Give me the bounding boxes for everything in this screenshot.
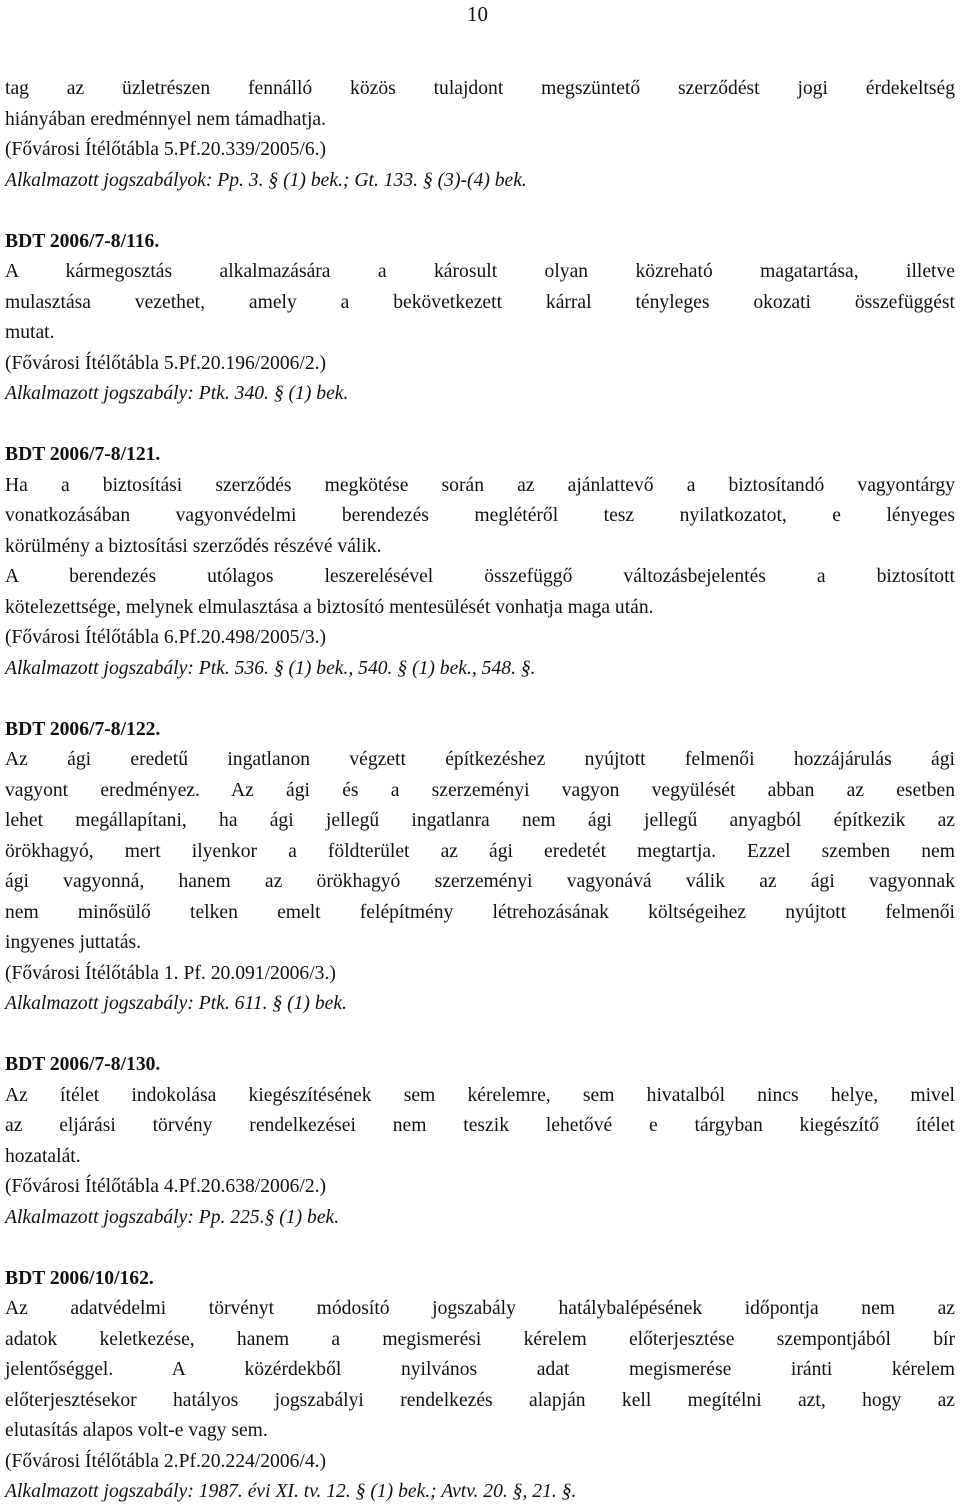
text-line: tag az üzletrészen fennálló közös tulajdont megszüntető szerződést jogi érdekeltség (5, 78, 955, 99)
text-line: örökhagyó, mert ilyenkor a földterület az ági eredetét megtartja. Ezzel szemben nem (5, 840, 955, 862)
text-line: lehet megállapítani, ha ági jellegű ingatlanra nem ági jellegű anyagból építkezik az (5, 810, 955, 831)
text-line: Az adatvédelmi törvényt módosító jogszabály hatálybalépésének időpontja nem az (5, 1298, 955, 1319)
court-citation: (Fővárosi Ítélőtábla 6.Pf.20.498/2005/3.) (5, 627, 327, 648)
applied-law-line: Alkalmazott jogszabály: Ptk. 536. § (1) bek., 540. § (1) bek., 548. §. (5, 657, 536, 679)
text-line: nem minősülő telken emelt felépítmény létrehozásának költségeihez nyújtott felmenői (5, 901, 955, 923)
text-line: ingyenes juttatás. (5, 932, 142, 953)
ruling-entry (5, 715, 955, 1020)
text-line: A berendezés utólagos leszerelésével összefüggő változásbejelentés a biztosított (5, 566, 955, 587)
court-citation: (Fővárosi Ítélőtábla 4.Pf.20.638/2006/2.) (5, 1176, 327, 1197)
text-line: ági vagyonná, hanem az örökhagyó szerzeményi vagyonává válik az ági vagyonnak (5, 871, 955, 892)
text-line: hozatalát. (5, 1145, 81, 1167)
text-line: Az ági eredetű ingatlanon végzett építkezéshez nyújtott felmenői hozzájárulás ági (5, 749, 955, 770)
court-citation: (Fővárosi Ítélőtábla 5.Pf.20.339/2005/6.) (5, 139, 327, 160)
text-line: kötelezettsége, melynek elmulasztása a biztosító mentesülését vonhatja maga után. (5, 596, 654, 618)
text-line: mutat. (5, 322, 55, 343)
applied-law-line: Alkalmazott jogszabály: Pp. 225.§ (1) bek. (5, 1206, 340, 1228)
ruling-entry (5, 74, 955, 196)
applied-law-line: Alkalmazott jogszabályok: Pp. 3. § (1) bek.; Gt. 133. § (3)-(4) bek. (5, 169, 527, 191)
case-reference: BDT 2006/7-8/130. (5, 1054, 161, 1075)
text-line: vagyont eredményez. Az ági és a szerzeményi vagyon vegyülését abban az esetben (5, 779, 955, 801)
document-body (5, 74, 955, 1508)
case-reference: BDT 2006/10/162. (5, 1267, 154, 1289)
ruling-entry (5, 1264, 955, 1508)
text-line: Ha a biztosítási szerződés megkötése során az ajánlattevő a biztosítandó vagyontárgy (5, 474, 955, 496)
applied-law-line: Alkalmazott jogszabály: Ptk. 611. § (1) bek. (5, 993, 347, 1014)
court-citation: (Fővárosi Ítélőtábla 5.Pf.20.196/2006/2.) (5, 352, 327, 374)
text-line: vonatkozásában vagyonvédelmi berendezés meglétéről tesz nyilatkozatot, e lényeges (5, 505, 955, 526)
text-line: mulasztása vezethet, amely a bekövetkezett kárral tényleges okozati összefüggést (5, 291, 955, 313)
case-reference: BDT 2006/7-8/122. (5, 718, 161, 740)
ruling-entry (5, 1050, 955, 1233)
text-line: adatok keletkezése, hanem a megismerési kérelem előterjesztése szempontjából bír (5, 1328, 955, 1350)
ruling-entry (5, 440, 955, 684)
text-line: jelentőséggel. A közérdekből nyilvános adat megismerése iránti kérelem (5, 1359, 955, 1380)
text-line: elutasítás alapos volt-e vagy sem. (5, 1420, 268, 1441)
case-reference: BDT 2006/7-8/121. (5, 444, 161, 465)
text-line: Az ítélet indokolása kiegészítésének sem kérelemre, sem hivatalból nincs helye, mivel (5, 1084, 955, 1106)
text-line: előterjesztésekor hatályos jogszabályi rendelkezés alapján kell megítélni azt, hogy az (5, 1389, 955, 1411)
page-number: 10 (467, 2, 488, 26)
applied-law-line: Alkalmazott jogszabály: 1987. évi XI. tv. 12. § (1) bek.; Avtv. 20. §, 21. §. (5, 1481, 577, 1502)
text-line: az eljárási törvény rendelkezései nem teszik lehetővé e tárgyban kiegészítő ítélet (5, 1115, 955, 1136)
ruling-entry (5, 227, 955, 410)
court-citation: (Fővárosi Ítélőtábla 1. Pf. 20.091/2006/3.) (5, 962, 336, 984)
text-line: hiányában eredménnyel nem támadhatja. (5, 108, 326, 130)
applied-law-line: Alkalmazott jogszabály: Ptk. 340. § (1) bek. (5, 383, 349, 404)
court-citation: (Fővárosi Ítélőtábla 2.Pf.20.224/2006/4.) (5, 1450, 327, 1472)
text-line: körülmény a biztosítási szerződés részévé válik. (5, 535, 382, 557)
case-reference: BDT 2006/7-8/116. (5, 230, 160, 252)
text-line: A kármegosztás alkalmazására a károsult olyan közreható magatartása, illetve (5, 261, 955, 282)
